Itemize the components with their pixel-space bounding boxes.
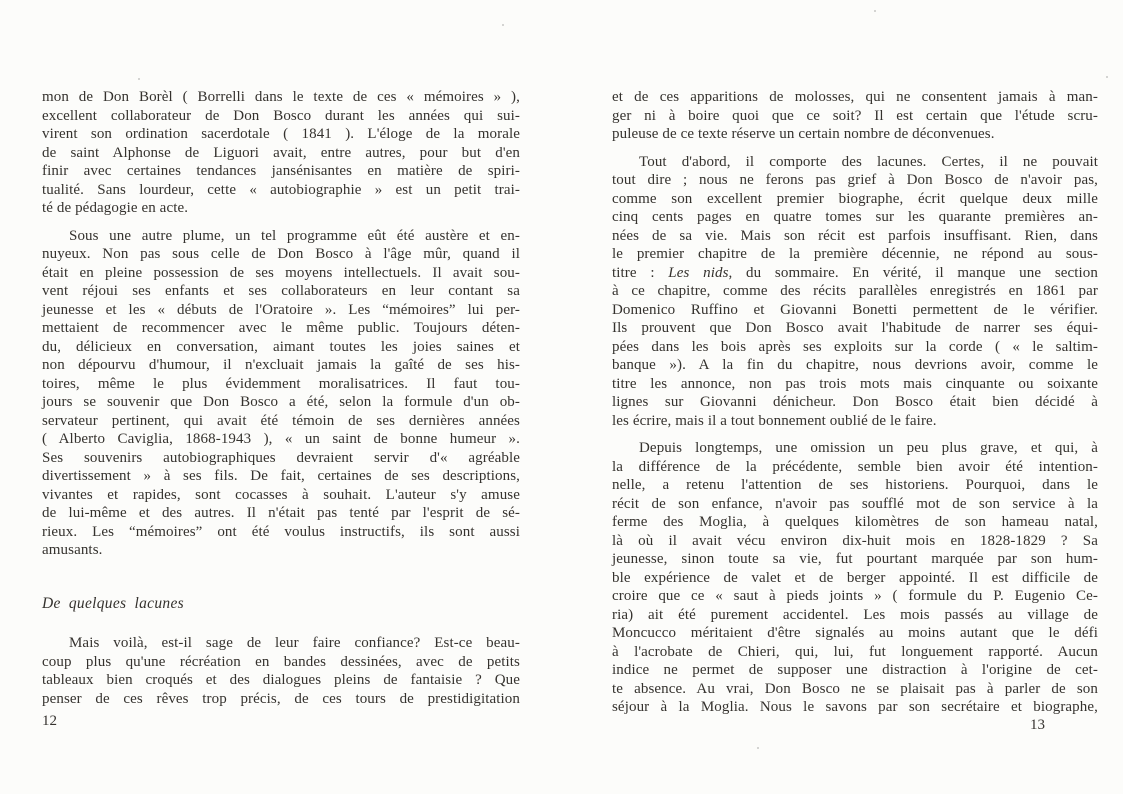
text-line: pées dans les bois après ses exploits sur la corde ( « le saltim- xyxy=(612,338,1098,355)
text-line: de saint Alphonse de Liguori avait, entre autres, pour but d'en xyxy=(42,144,520,161)
text-line: rieux. Les “mémoires” ont été voulus instructifs, ils sont aussi xyxy=(42,523,520,540)
text-line: ferme des Moglia, à quelques kilomètres de son hameau natal, xyxy=(612,514,1098,530)
paragraph xyxy=(42,227,520,560)
text-line: comme son excellent premier biographe, écrit quelque deux mille xyxy=(612,190,1098,207)
text-line: ger ni à boire quoi que ce soit? Il est certain que l'étude scru- xyxy=(612,107,1098,124)
paragraph xyxy=(42,88,520,218)
text-line: jeunesse et les « débuts de l'Oratoire ». Les “mémoires” lui per- xyxy=(42,301,520,318)
scan-speck xyxy=(757,747,759,749)
text-line: à ce chapitre, comme des récits parallèles enregistrés en 1861 par xyxy=(612,283,1098,299)
text-line: jours se souvenir que Don Bosco a été, selon la formule d'un ob- xyxy=(42,394,520,410)
paragraph xyxy=(612,88,1098,144)
text-line: Ils prouvent que Don Bosco avait l'habitude de narrer ses équi- xyxy=(612,320,1098,336)
text-line: et de ces apparitions de molosses, qui ne consentent jamais à man- xyxy=(612,89,1098,105)
scan-speck xyxy=(1106,76,1108,78)
scan-speck xyxy=(874,10,876,12)
text-line: banque »). A la fin du chapitre, nous devrions avoir, comme le xyxy=(612,357,1098,373)
text-line: là où il avait vécu environ dix-huit mois en 1828-1829 ? Sa xyxy=(612,532,1098,549)
text-line: Moncucco méritaient d'être signalés au moins autant que le défi xyxy=(612,625,1098,641)
left-page-text-column xyxy=(42,88,520,708)
text-line: à l'acrobate de Chieri, qui, lui, fut longuement rapporté. Aucun xyxy=(612,643,1098,660)
page-number-right: 13 xyxy=(1030,717,1045,733)
text-line: nées de sa vie. Mais son récit est parfois insuffisant. Rien, dans xyxy=(612,227,1098,244)
scan-speck xyxy=(502,24,504,26)
text-line: tualité. Sans lourdeur, cette « autobiographie » est un petit trai- xyxy=(42,181,520,198)
text-line: te absence. Au vrai, Don Bosco ne se plaisait pas à parler de son xyxy=(612,680,1098,697)
text-line: té de pédagogie en acte. xyxy=(42,200,189,216)
text-line: jeunesse, sinon toute sa vie, fut pourtant marquée par son hum- xyxy=(612,551,1098,567)
text-line: toires, même le plus évidemment moralisatrices. Il faut tou- xyxy=(42,375,520,392)
text-line: récit de son enfance, n'avoir pas soufflé mot de son service à la xyxy=(612,495,1098,512)
paragraph xyxy=(612,153,1098,431)
text-line: lignes sur Giovanni dénicheur. Don Bosco était bien décidé à xyxy=(612,394,1098,410)
text-line: servateur pertinent, qui avait été témoin de ses dernières années xyxy=(42,412,520,429)
text-line: divertissement » à ses fils. De fait, certaines de ses descriptions, xyxy=(42,468,520,484)
text-line: Depuis longtemps, une omission un peu plus grave, et qui, à xyxy=(639,440,1098,456)
text-line: la différence de la précédente, semble bien avoir été intention- xyxy=(612,458,1098,475)
text-line: mon de Don Borèl ( Borrelli dans le texte de ces « mémoires » ), xyxy=(42,89,520,105)
text-line: indice ne permet de supposer une distraction à l'origine de cet- xyxy=(612,662,1098,678)
text-line: penser de ces rêves trop précis, de ces tours de prestidigitation xyxy=(42,690,520,707)
page-number-left: 12 xyxy=(42,713,57,729)
text-line: vent réjoui ses enfants et ses collaborateurs en leur contant sa xyxy=(42,283,520,299)
text-line: tout dire ; nous ne ferons pas grief à Don Bosco de n'avoir pas, xyxy=(612,172,1098,188)
text-line: mettaient de recommencer avec le même public. Toujours déten- xyxy=(42,320,520,336)
right-page-text-column xyxy=(612,88,1098,717)
text-line: titre : Les nids, du sommaire. En vérité, il manque une section xyxy=(612,264,1099,281)
text-line: finir avec certaines tendances jansénisantes en matière de spiri- xyxy=(42,163,520,179)
scan-speck xyxy=(138,78,140,80)
text-line: de lui-même et des autres. Il n'était pas tenté par l'esprit de sé- xyxy=(42,505,520,521)
text-line: cinq cents pages en quatre tomes sur les quarante premières an- xyxy=(612,209,1098,225)
text-line: nelle, a retenu l'attention de ses historiens. Pourquoi, dans le xyxy=(612,477,1098,493)
text-line: ( Alberto Caviglia, 1868-1943 ), « un saint de bonne humeur ». xyxy=(42,431,520,447)
text-line: Domenico Ruffino et Giovanni Bonetti permettent de le vérifier. xyxy=(612,301,1098,318)
text-line: Ses souvenirs autobiographiques devraient servir d'« agréable xyxy=(42,449,520,466)
text-line: les écrire, mais il a tout bonnement oublié de le faire. xyxy=(612,412,937,429)
text-line: tableaux bien croqués et des dialogues pleins de fantaisie ? Que xyxy=(42,672,520,688)
section-heading: De quelques lacunes xyxy=(42,594,184,612)
text-line: du, délicieux en conversation, aimant toutes les joies saines et xyxy=(42,338,520,355)
text-line: le premier chapitre de la première décennie, ne répond au sous- xyxy=(612,246,1098,262)
text-line: titre les annonce, non pas trois mots mais cinquante ou soixante xyxy=(612,375,1098,392)
text-line: était en pleine possession de ses moyens intellectuels. Il avait sou- xyxy=(42,264,520,281)
text-line: vivantes et rapides, sont cocasses à souhait. L'auteur s'y amuse xyxy=(42,486,520,503)
text-line: Tout d'abord, il comporte des lacunes. Certes, il ne pouvait xyxy=(639,153,1098,170)
text-line: Mais voilà, est-il sage de leur faire confiance? Est-ce beau- xyxy=(69,635,520,651)
text-line: excellent collaborateur de Don Bosco durant les années qui sui- xyxy=(42,107,520,124)
text-line: puleuse de ce texte réserve un certain nombre de déconvenues. xyxy=(612,126,995,142)
text-line: amusants. xyxy=(42,542,103,558)
text-line: coup plus qu'une récréation en bandes dessinées, avec de petits xyxy=(42,653,520,670)
paragraph xyxy=(42,634,520,708)
text-line: ble expérience de valet et de berger appointé. Il est difficile de xyxy=(612,569,1098,586)
text-line: séjour à la Moglia. Nous le savons par son secrétaire et biographe, xyxy=(612,699,1098,715)
text-line: ria) ait été purement accidentel. Les mois passés au village de xyxy=(612,606,1098,623)
paragraph xyxy=(612,439,1098,717)
text-line: Sous une autre plume, un tel programme eût été austère et en- xyxy=(69,227,520,244)
text-line: nuyeux. Non pas sous celle de Don Bosco à l'âge mûr, quand il xyxy=(42,246,520,262)
text-line: non dépourvu d'humour, il n'excluait jamais la gaîté de ses his- xyxy=(42,357,520,373)
text-line: virent son ordination sacerdotale ( 1841 ). L'éloge de la morale xyxy=(42,126,520,142)
text-line: croire que ce « saut à pieds joints » ( formule du P. Eugenio Ce- xyxy=(612,588,1098,604)
